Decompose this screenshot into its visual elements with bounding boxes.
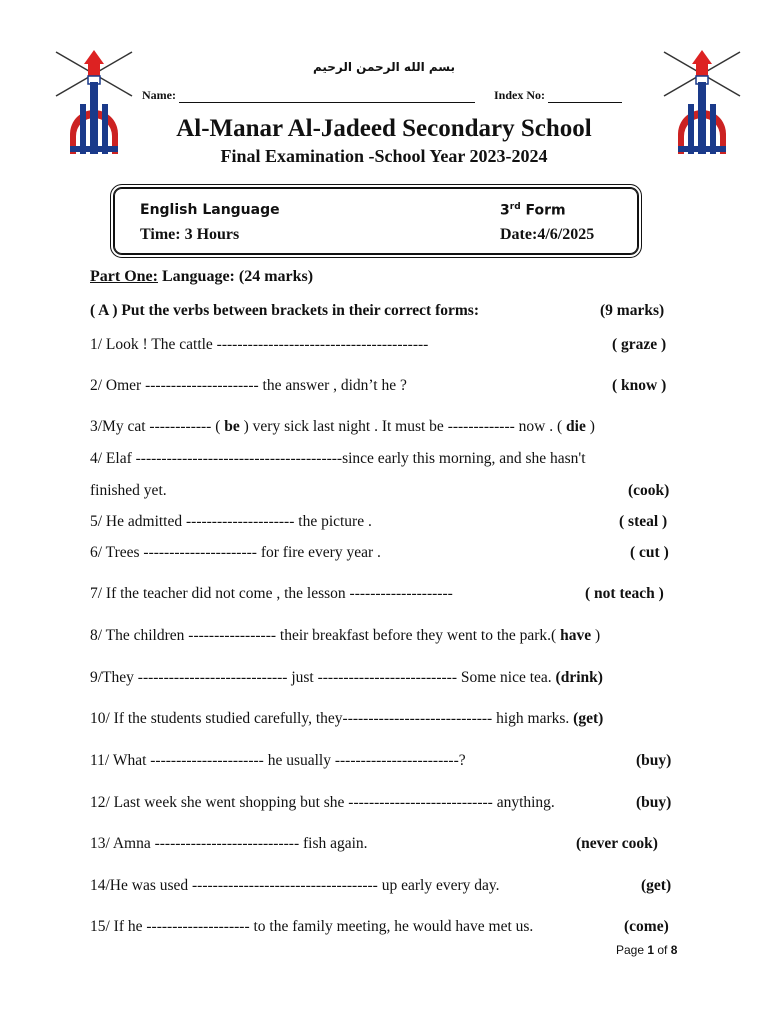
question-11-hint: (buy) xyxy=(636,752,672,769)
question-9 xyxy=(90,669,603,687)
question-6-hint: ( cut ) xyxy=(630,544,669,561)
question-8-text: ) xyxy=(591,627,601,644)
question-4-line-1: 4/ Elaf ----------------------------------------since early this morning, and she hasn't xyxy=(90,450,586,467)
question-14: 14/He was used ------------------------------------ up early every day. xyxy=(90,877,500,894)
question-15-hint: (come) xyxy=(624,918,669,935)
part-one-label: Part One: xyxy=(90,268,158,285)
question-15: 15/ If he -------------------- to the family meeting, he would have met us. xyxy=(90,918,534,935)
question-12-hint: (buy) xyxy=(636,794,672,811)
name-label: Name: xyxy=(142,88,176,102)
question-10-text: 10/ If the students studied carefully, they----------------------------- high marks. xyxy=(90,710,574,727)
form-number: 3 xyxy=(500,202,510,219)
question-5: 5/ He admitted --------------------- the picture . xyxy=(90,513,372,530)
page-current: 1 xyxy=(647,943,655,957)
bismillah-heading: بسم الله الرحمن الرحيم xyxy=(312,60,456,74)
form-label xyxy=(500,202,566,219)
question-9-text: 9/They ----------------------------- just --------------------------- Some nice tea. xyxy=(90,669,556,686)
section-a-title: ( A ) Put the verbs between brackets in their correct forms: xyxy=(90,302,479,319)
time-label: Time: 3 Hours xyxy=(140,226,240,243)
name-blank-line[interactable] xyxy=(179,90,475,103)
question-3-part: ) very sick last night . It must be ------------- now . ( xyxy=(239,418,567,435)
question-13-hint: (never cook) xyxy=(576,835,658,852)
form-suffix: rd xyxy=(509,202,521,212)
question-9-hint: (drink) xyxy=(555,669,603,686)
question-3-hint-die: die xyxy=(566,418,586,435)
index-blank-line[interactable] xyxy=(548,90,622,103)
question-8-hint: have xyxy=(560,627,592,644)
question-7: 7/ If the teacher did not come , the lesson -------------------- xyxy=(90,585,453,602)
subject-label: English Language xyxy=(140,202,280,218)
question-3 xyxy=(90,418,595,436)
index-label: Index No: xyxy=(494,88,546,102)
question-8-text: 8/ The children ----------------- their breakfast before they went to the park.( xyxy=(90,627,561,644)
page-number xyxy=(616,943,677,957)
form-word: Form xyxy=(520,202,566,219)
page-of: of xyxy=(654,943,671,957)
page-label: Page xyxy=(616,943,648,957)
question-2: 2/ Omer ---------------------- the answer , didn’t he ? xyxy=(90,377,407,394)
question-4-hint: (cook) xyxy=(628,482,670,499)
question-4-line-2: finished yet. xyxy=(90,482,167,499)
question-12: 12/ Last week she went shopping but she ---------------------------- anything. xyxy=(90,794,555,811)
exam-info-box xyxy=(110,184,642,258)
exam-title: Final Examination -School Year 2023-2024 xyxy=(220,146,548,166)
part-one-heading xyxy=(90,268,313,286)
question-13: 13/ Amna ---------------------------- fish again. xyxy=(90,835,368,852)
index-field[interactable] xyxy=(494,88,622,103)
part-one-title: Language: (24 marks) xyxy=(157,268,314,285)
question-6: 6/ Trees ---------------------- for fire every year . xyxy=(90,544,381,561)
question-2-hint: ( know ) xyxy=(612,377,667,394)
question-11: 11/ What ---------------------- he usually ------------------------? xyxy=(90,752,466,769)
question-5-hint: ( steal ) xyxy=(619,513,668,530)
question-3-part: 3/My cat ------------ ( xyxy=(90,418,225,435)
question-10-hint: (get) xyxy=(573,710,604,727)
name-field[interactable] xyxy=(142,88,475,103)
page-total: 8 xyxy=(670,943,678,957)
question-7-hint: ( not teach ) xyxy=(585,585,664,602)
section-a-marks: (9 marks) xyxy=(600,302,665,319)
question-14-hint: (get) xyxy=(641,877,672,894)
date-label: Date:4/6/2025 xyxy=(500,226,595,243)
question-1-hint: ( graze ) xyxy=(612,336,667,353)
question-3-part: ) xyxy=(585,418,595,435)
question-10 xyxy=(90,710,603,728)
question-3-hint-be: be xyxy=(224,418,240,435)
question-8 xyxy=(90,627,600,645)
question-1: 1/ Look ! The cattle ----------------------------------------- xyxy=(90,336,429,353)
school-title: Al-Manar Al-Jadeed Secondary School xyxy=(176,115,592,142)
